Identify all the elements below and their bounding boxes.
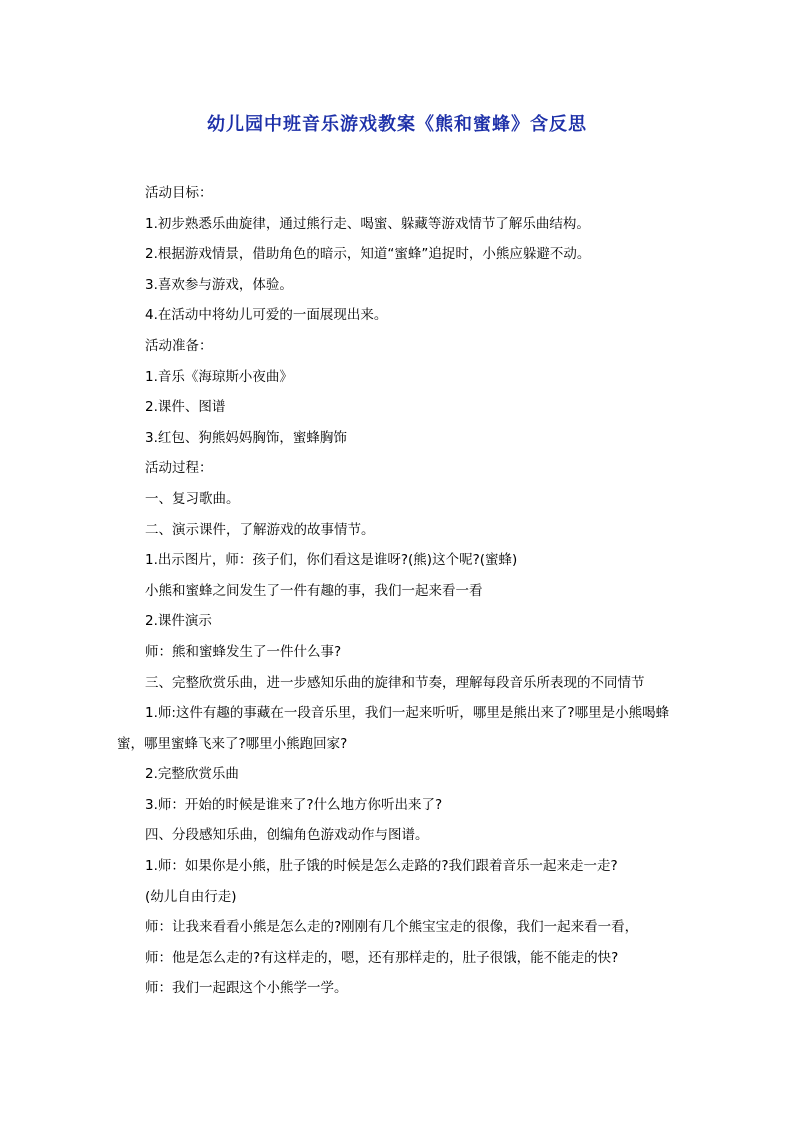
paragraph: 1.出示图片，师：孩子们，你们看这是谁呀?(熊)这个呢?(蜜蜂) [145,552,518,569]
paragraph: 一、复习歌曲。 [145,490,240,507]
paragraph: 3.红包、狗熊妈妈胸饰，蜜蜂胸饰 [145,429,347,446]
paragraph: 1.音乐《海琼斯小夜曲》 [145,368,293,385]
document-body [117,178,677,1004]
section-heading-process: 活动过程： [145,460,213,477]
document-title: 幼儿园中班音乐游戏教案《熊和蜜蜂》含反思 [207,114,587,135]
paragraph: 三、完整欣赏乐曲，进一步感知乐曲的旋律和节奏，理解每段音乐所表现的不同情节 [145,674,645,691]
paragraph: 四、分段感知乐曲，创编角色游戏动作与图谱。 [145,827,429,844]
section-heading-preparation: 活动准备： [145,337,213,354]
paragraph: 二、演示课件，了解游戏的故事情节。 [145,521,375,538]
paragraph: 师：我们一起跟这个小熊学一学。 [145,980,348,997]
section-heading-goals: 活动目标： [145,185,213,201]
paragraph: 1.师:这件有趣的事藏在一段音乐里，我们一起来听听，哪里是熊出来了?哪里是小熊喝蜂蜜，哪里蜜蜂飞来了?哪里小熊跑回家? [117,705,670,752]
paragraph: 3.师：开始的时候是谁来了?什么地方你听出来了? [145,796,443,813]
paragraph: 2.完整欣赏乐曲 [145,766,239,783]
paragraph: 2.课件演示 [145,613,212,630]
paragraph: 2.课件、图谱 [145,399,226,416]
paragraph: 师：让我来看看小熊是怎么走的?刚刚有几个熊宝宝走的很像，我们一起来看一看， [145,919,639,936]
paragraph: 师：熊和蜜蜂发生了一件什么事? [145,643,342,660]
paragraph: 4.在活动中将幼儿可爱的一面展现出来。 [145,307,388,324]
paragraph: 2.根据游戏情景，借助角色的暗示，知道“蜜蜂”追捉时，小熊应躲避不动。 [145,246,591,263]
paragraph: 1.初步熟悉乐曲旋律，通过熊行走、喝蜜、躲藏等游戏情节了解乐曲结构。 [145,215,590,232]
paragraph: 1.师：如果你是小熊，肚子饿的时候是怎么走路的?我们跟着音乐一起来走一走? [145,858,618,875]
paragraph: 小熊和蜜蜂之间发生了一件有趣的事，我们一起来看一看 [145,582,483,599]
paragraph: 3.喜欢参与游戏，体验。 [145,276,293,293]
paragraph: (幼儿自由行走) [145,888,237,905]
paragraph: 师：他是怎么走的?有这样走的，嗯，还有那样走的，肚子很饿，能不能走的快? [145,949,619,966]
